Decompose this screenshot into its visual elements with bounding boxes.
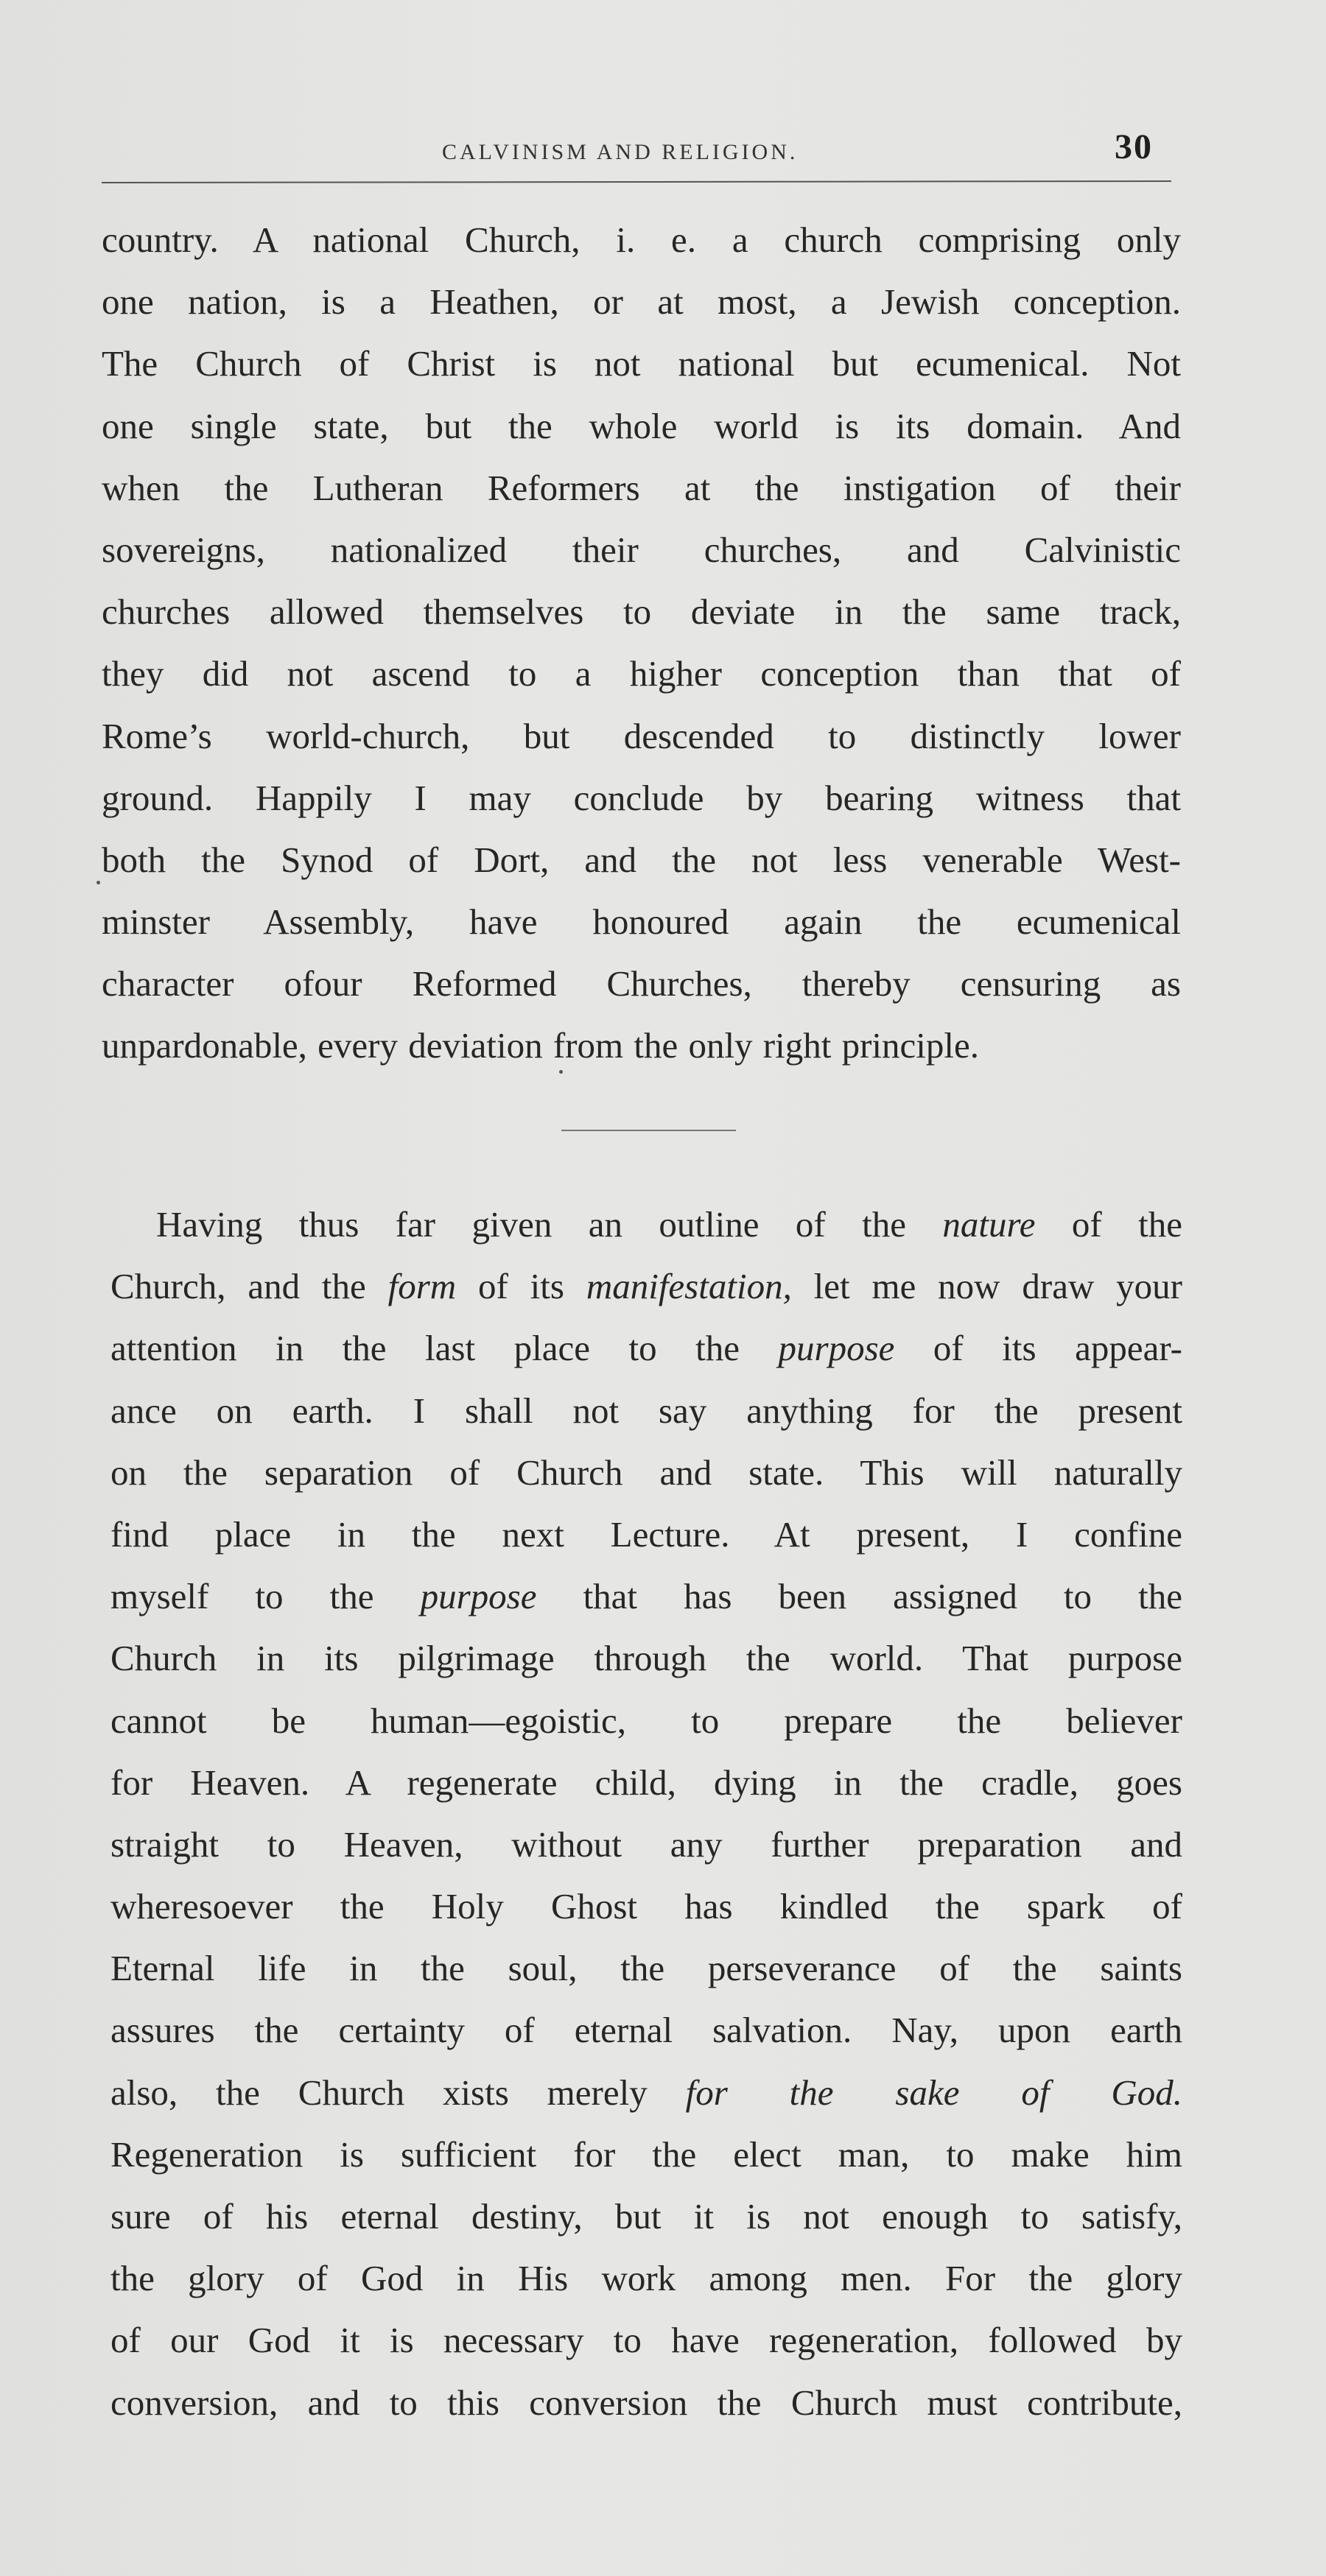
text-line: for Heaven. A regenerate child, dying in the cradle, goes: [110, 1762, 1182, 1803]
text-line: the glory of God in His work among men. For the glory: [110, 2258, 1182, 2299]
italic-term: manifestation,: [586, 1266, 792, 1307]
text-line: [110, 1317, 1182, 1379]
text-run: attention in the last place to the: [110, 1328, 779, 1369]
text-line: conversion, and to this conversion the Church must contribute,: [110, 2382, 1182, 2423]
text-run: of the: [1035, 1204, 1182, 1245]
text-line: [110, 2062, 1182, 2124]
text-line: both the Synod of Dort, and the not less venerable West-: [102, 839, 1181, 880]
text-line: sure of his eternal destiny, but it is not enough to satisfy,: [110, 2196, 1182, 2237]
italic-term: purpose: [778, 1328, 895, 1369]
text-line: Eternal life in the soul, the perseverance of the saints: [110, 1948, 1182, 1989]
text-run: of its: [456, 1266, 586, 1307]
text-line: straight to Heaven, without any further preparation and: [110, 1823, 1182, 1865]
running-title: CALVINISM AND RELIGION.: [442, 140, 799, 164]
paragraph-continuation: [102, 209, 1181, 1077]
section-divider: [561, 1130, 736, 1131]
italic-term: form: [387, 1266, 457, 1307]
text-line: assures the certainty of eternal salvation. Nay, upon earth: [110, 2010, 1182, 2051]
text-line: Rome’s world-church, but descended to distinctly lower: [102, 715, 1181, 756]
text-line: [110, 1194, 1182, 1256]
text-line: country. A national Church, i. e. a church comprising only: [102, 219, 1181, 260]
text-line: one single state, but the whole world is its domain. And: [102, 405, 1181, 446]
text-line: minster Assembly, have honoured again the ecumenical: [102, 901, 1181, 943]
text-run: myself to the: [110, 1576, 421, 1617]
text-line: unpardonable, every deviation from the only right principle.: [102, 1025, 980, 1066]
text-line: [110, 1256, 1182, 1317]
paragraph-purpose-of-church: [110, 1194, 1182, 2434]
italic-term: purpose: [420, 1576, 537, 1617]
print-speck: [97, 881, 100, 884]
text-run: also, the Church xists merely: [110, 2072, 686, 2113]
text-line: when the Lutheran Reformers at the instigation of their: [102, 467, 1181, 508]
text-line: sovereigns, nationalized their churches, and Calvinistic: [102, 529, 1181, 570]
text-run: that has been assigned to the: [536, 1576, 1182, 1617]
italic-term: nature: [942, 1204, 1036, 1245]
text-line: of our God it is necessary to have regeneration, followed by: [110, 2320, 1182, 2361]
running-header: [103, 118, 1171, 177]
text-line: Church in its pilgrimage through the world. That purpose: [110, 1638, 1182, 1679]
text-run: Church, and the: [110, 1266, 388, 1307]
text-line: churches allowed themselves to deviate in the same track,: [102, 591, 1181, 633]
text-line: one nation, is a Heathen, or at most, a Jewish conception.: [102, 281, 1181, 323]
page-number: 30: [1115, 127, 1153, 166]
text-line: character ofour Reformed Churches, thereby censuring as: [102, 963, 1181, 1004]
print-speck: [559, 1070, 563, 1074]
text-line: wheresoever the Holy Ghost has kindled the spark of: [110, 1886, 1182, 1927]
text-line: ground. Happily I may conclude by bearing witness that: [102, 777, 1181, 818]
text-run: of its appear-: [894, 1328, 1183, 1369]
text-run: let me now draw your: [791, 1266, 1182, 1307]
text-line: The Church of Christ is not national but ecumenical. Not: [102, 343, 1181, 384]
text-line: on the separation of Church and state. This will naturally: [110, 1451, 1182, 1493]
italic-phrase: for the sake of God.: [685, 2072, 1182, 2113]
header-rule: [102, 180, 1171, 183]
text-line: cannot be human—egoistic, to prepare the believer: [110, 1700, 1182, 1741]
text-line: ance on earth. I shall not say anything for the present: [110, 1390, 1182, 1431]
text-run: Having thus far given an outline of the: [156, 1204, 943, 1245]
text-line: [110, 1566, 1182, 1627]
text-line: find place in the next Lecture. At present, I confine: [110, 1513, 1182, 1555]
text-line: they did not ascend to a higher conception than that of: [102, 653, 1181, 694]
text-line: Regeneration is sufficient for the elect man, to make him: [110, 2133, 1182, 2175]
